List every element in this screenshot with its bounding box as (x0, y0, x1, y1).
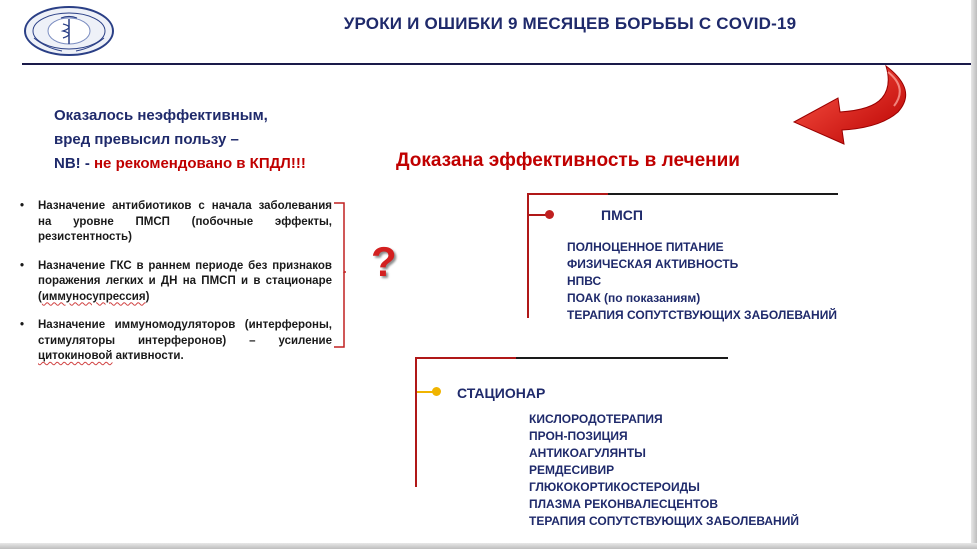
list-item: КИСЛОРОДОТЕРАПИЯ (529, 412, 663, 426)
list-item: ПРОН-ПОЗИЦИЯ (529, 429, 628, 443)
ineffective-warning (54, 104, 324, 176)
item-text-end: ) (145, 290, 150, 303)
not-recommended-text: не рекомендовано в КПДЛ!!! (94, 155, 306, 172)
item-text: Назначение иммуномодуляторов (интерфероны, стимуляторы интерферонов) – усиление (38, 319, 332, 347)
item-underlined: иммуносупрессия (41, 290, 146, 303)
bullet-icon: • (20, 200, 25, 212)
question-mark: ? (371, 238, 397, 285)
university-logo (22, 4, 116, 58)
ineffective-list (14, 199, 332, 378)
list-item: ГЛЮКОКОРТИКОСТЕРОИДЫ (529, 480, 700, 494)
warning-line-1: Оказалось неэффективным, (54, 107, 268, 124)
list-item (14, 199, 332, 246)
list-item (14, 318, 332, 365)
item-text-end: активности. (112, 350, 184, 362)
list-item: ФИЗИЧЕСКАЯ АКТИВНОСТЬ (567, 257, 739, 271)
list-item: ТЕРАПИЯ СОПУТСТВУЮЩИХ ЗАБОЛЕВАНИЙ (567, 308, 837, 322)
slide-edge-bottom (0, 543, 977, 549)
pmsp-connector (527, 193, 529, 318)
item-underlined: цитокиновой (38, 350, 113, 362)
slide-edge-right (971, 0, 977, 549)
hospital-list (529, 411, 799, 530)
list-item: ПОЛНОЦЕННОЕ ПИТАНИЕ (567, 240, 724, 254)
hospital-bullet-icon (432, 387, 441, 396)
list-item (14, 259, 332, 306)
pmsp-top-line (528, 193, 838, 195)
nb-label: NB! - (54, 155, 94, 172)
item-text: Назначение ГКС в раннем периоде без признаков поражения легких и ДН на ПМСП и в стационаре ( (38, 259, 332, 303)
proven-heading: Доказана эффективность в лечении (396, 150, 740, 171)
item-text: Назначение антибиотиков с начала заболевания на уровне ПМСП (побочные эффекты, резистентность) (38, 200, 332, 243)
list-item: ПОАК (по показаниям) (567, 291, 701, 305)
hospital-connector (415, 357, 417, 487)
list-item: АНТИКОАГУЛЯНТЫ (529, 446, 646, 460)
pmsp-bullet-icon (545, 210, 554, 219)
list-item: НПВС (567, 274, 602, 288)
curved-arrow-icon (790, 64, 918, 148)
warning-line-3 (54, 152, 324, 176)
hospital-top-line (416, 357, 728, 359)
pmsp-heading: ПМСП (601, 207, 643, 223)
slide-title: УРОКИ И ОШИБКИ 9 МЕСЯЦЕВ БОРЬБЫ С COVID-19 (343, 14, 797, 33)
bullet-icon: • (20, 319, 25, 331)
warning-line-2: вред превысил пользу – (54, 131, 239, 148)
list-item: РЕМДЕСИВИР (529, 463, 615, 477)
hospital-heading: СТАЦИОНАР (457, 385, 546, 401)
bullet-icon: • (20, 259, 25, 272)
list-item: ТЕРАПИЯ СОПУТСТВУЮЩИХ ЗАБОЛЕВАНИЙ (529, 514, 799, 528)
pmsp-list (567, 239, 837, 324)
list-item: ПЛАЗМА РЕКОНВАЛЕСЦЕНТОВ (529, 497, 718, 511)
right-brace (334, 202, 346, 348)
